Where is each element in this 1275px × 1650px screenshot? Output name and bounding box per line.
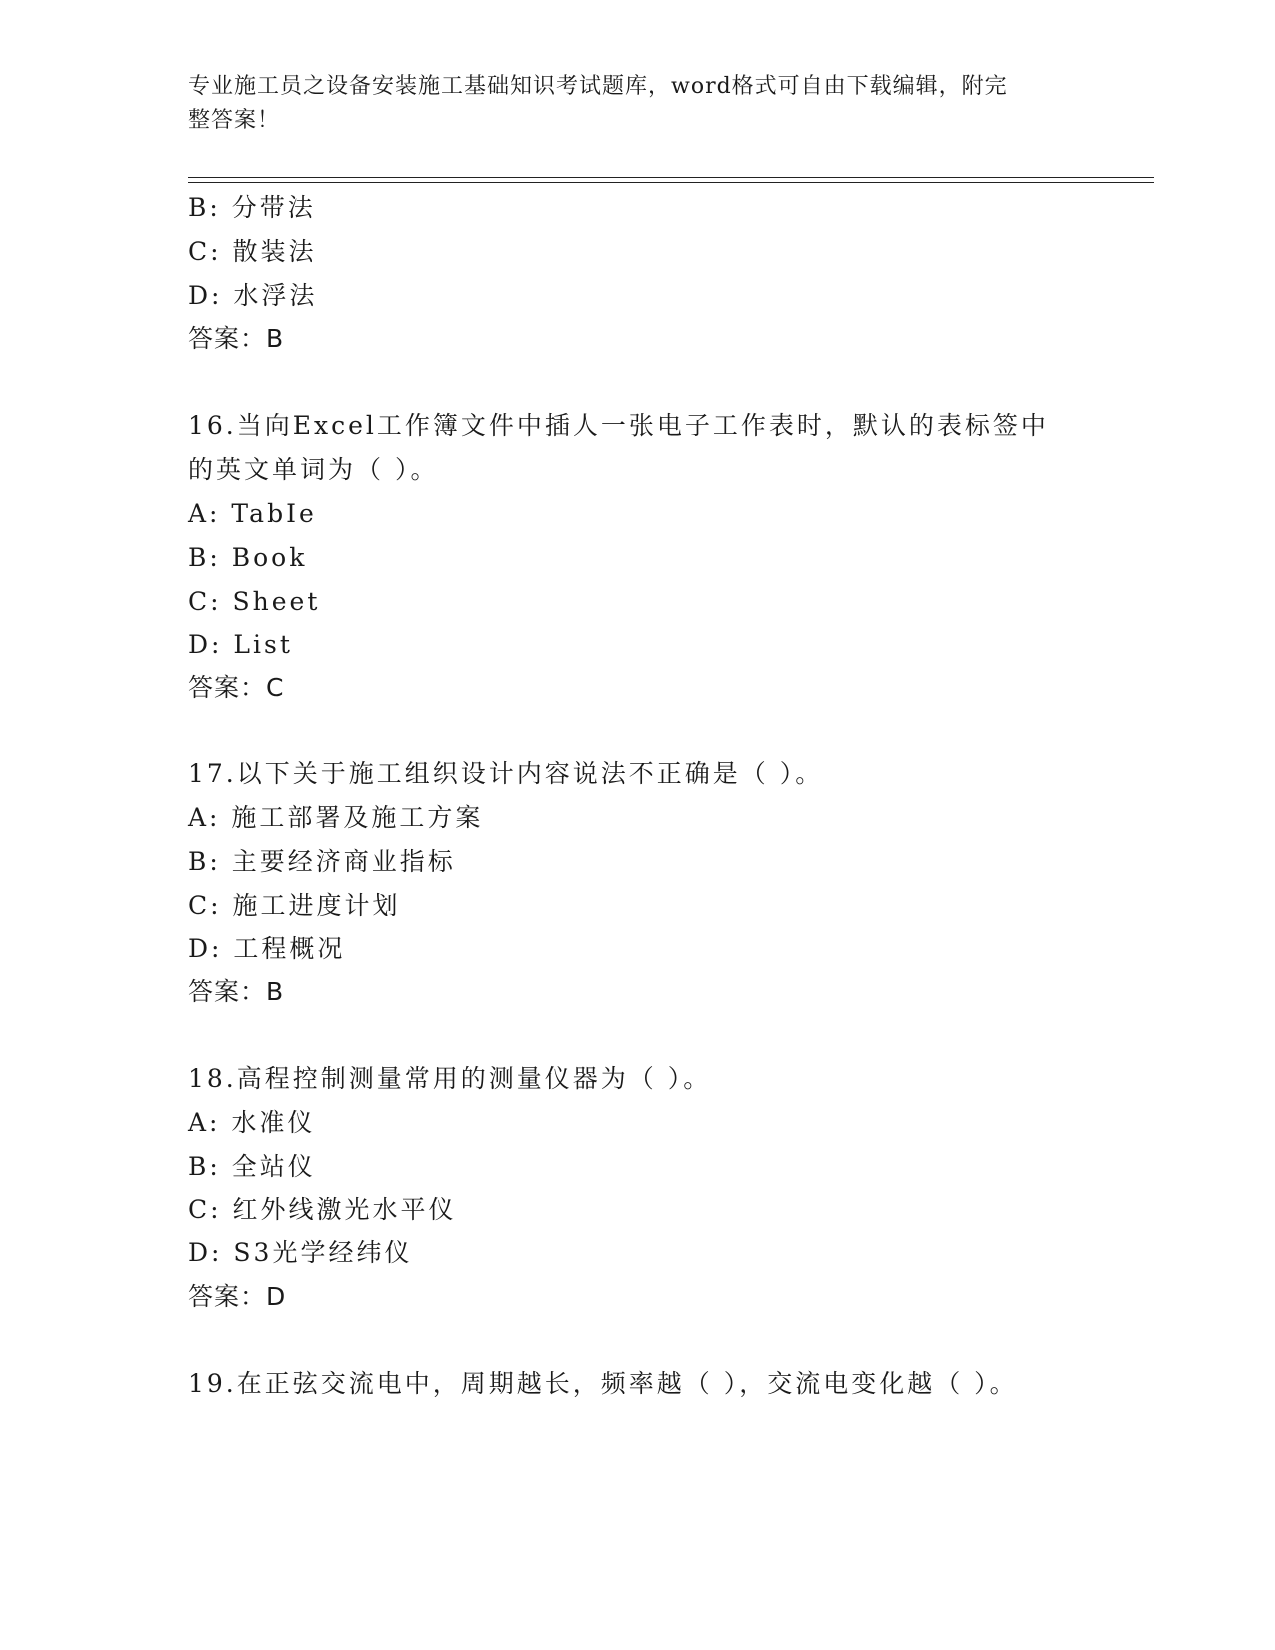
- q16-answer: 答案：C: [188, 673, 285, 702]
- header-divider-top: [188, 177, 1154, 178]
- q18-stem: 18.高程控制测量常用的测量仪器为（ ）。: [188, 1064, 712, 1093]
- q17-option-b: B: 主要经济商业指标: [188, 847, 456, 876]
- q16-option-d: D: List: [188, 630, 293, 659]
- q16-option-c: C: Sheet: [188, 587, 321, 616]
- q18-option-c: C: 红外线激光水平仪: [188, 1195, 457, 1224]
- q16-stem-line-1: 16.当向Excel工作簿文件中插人一张电子工作表时，默认的表标签中: [188, 411, 1049, 440]
- q17-option-d: D: 工程概况: [188, 934, 346, 963]
- q18-option-b: B: 全站仪: [188, 1152, 316, 1181]
- q16-stem-line-2: 的英文单词为（ ）。: [188, 455, 439, 484]
- prev-answer: 答案：B: [188, 324, 285, 353]
- q18-answer: 答案：D: [188, 1282, 287, 1311]
- header-line-1: 专业施工员之设备安装施工基础知识考试题库，word格式可自由下载编辑，附完: [188, 74, 1008, 99]
- q16-option-b: B: Book: [188, 543, 308, 572]
- q17-option-a: A: 施工部署及施工方案: [188, 803, 484, 832]
- prev-option-c: C: 散装法: [188, 237, 317, 266]
- q16-option-a: A: TabIe: [188, 499, 317, 528]
- q17-answer: 答案：B: [188, 977, 285, 1006]
- q19-stem: 19.在正弦交流电中，周期越长，频率越（ ），交流电变化越（ ）。: [188, 1369, 1018, 1398]
- prev-option-b: B: 分带法: [188, 193, 316, 222]
- q17-option-c: C: 施工进度计划: [188, 891, 401, 920]
- prev-option-d: D: 水浮法: [188, 281, 318, 310]
- q17-stem: 17.以下关于施工组织设计内容说法不正确是（ ）。: [188, 759, 824, 788]
- header-line-2: 整答案！: [188, 108, 281, 133]
- header-divider-bottom: [188, 182, 1154, 183]
- document-header: [188, 70, 1088, 138]
- q18-option-d: D: S3光学经纬仪: [188, 1238, 413, 1267]
- q18-option-a: A: 水准仪: [188, 1108, 316, 1137]
